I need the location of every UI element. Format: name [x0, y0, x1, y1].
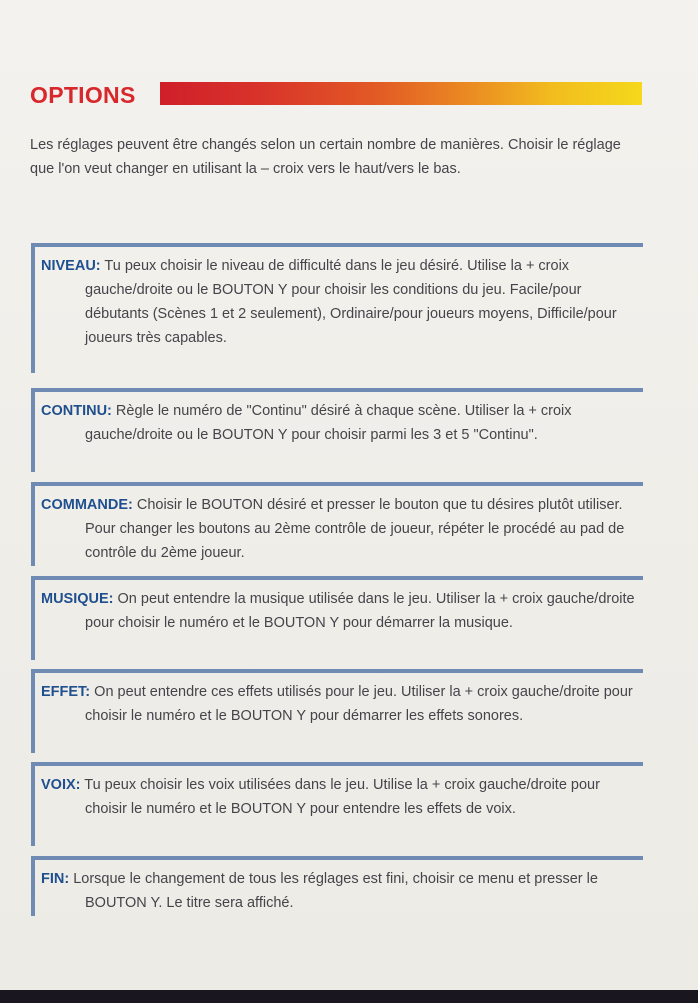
option-term: COMMANDE:: [41, 497, 133, 513]
option-text: [41, 493, 643, 565]
option-text: [41, 773, 643, 821]
option-description: On peut entendre la musique utilisée dans le jeu. Utiliser la + croix gauche/droite pour choisir le numéro et le BOUTON Y pour démarrer la musique.: [85, 591, 635, 631]
bottom-edge: [0, 990, 698, 1003]
box-left-rule: [31, 856, 35, 916]
option-text: [41, 680, 643, 728]
option-description: Lorsque le changement de tous les réglages est fini, choisir ce menu et presser le BOUTON Y. Le titre sera affiché.: [73, 871, 598, 911]
option-text: [41, 587, 643, 635]
title-gradient-bar: [160, 82, 642, 105]
option-box-continu: [31, 388, 643, 472]
option-box-voix: [31, 762, 643, 846]
option-box-musique: [31, 576, 643, 660]
option-box-effet: [31, 669, 643, 753]
option-term: VOIX:: [41, 777, 81, 793]
box-top-rule: [31, 762, 643, 766]
option-description: Tu peux choisir le niveau de difficulté dans le jeu désiré. Utilise la + croix gauche/droite ou le BOUTON Y pour choisir les conditions du jeu. Facile/pour débutants (Scènes 1 et 2 seulement), Ordinaire/pour joueurs moyens, Difficile/pour joueurs très capables.: [85, 258, 617, 346]
box-left-rule: [31, 243, 35, 373]
box-top-rule: [31, 669, 643, 673]
option-term: FIN:: [41, 871, 70, 887]
box-left-rule: [31, 576, 35, 660]
option-box-niveau: [31, 243, 643, 373]
box-top-rule: [31, 388, 643, 392]
page-title: OPTIONS: [30, 82, 136, 108]
option-box-commande: [31, 482, 643, 566]
intro-paragraph: Les réglages peuvent être changés selon un certain nombre de manières. Choisir le réglage que l'on veut changer en utilisant la – croix vers le haut/vers le bas.: [30, 137, 621, 177]
option-description: On peut entendre ces effets utilisés pour le jeu. Utiliser la + croix gauche/droite pour choisir le numéro et le BOUTON Y pour démarrer les effets sonores.: [85, 684, 633, 724]
box-left-rule: [31, 388, 35, 472]
option-text: [41, 254, 643, 350]
section-header: [30, 80, 642, 106]
option-term: CONTINU:: [41, 403, 112, 419]
option-description: Tu peux choisir les voix utilisées dans le jeu. Utilise la + croix gauche/droite pour choisir le numéro et le BOUTON Y pour entendre les effets de voix.: [84, 777, 600, 817]
box-top-rule: [31, 576, 643, 580]
option-description: Règle le numéro de "Continu" désiré à chaque scène. Utiliser la + croix gauche/droite ou le BOUTON Y pour choisir parmi les 3 et 5 "Continu".: [85, 403, 572, 443]
option-term: EFFET:: [41, 684, 91, 700]
option-text: [41, 399, 643, 447]
box-top-rule: [31, 482, 643, 486]
box-top-rule: [31, 856, 643, 860]
box-left-rule: [31, 482, 35, 566]
box-left-rule: [31, 762, 35, 846]
box-left-rule: [31, 669, 35, 753]
option-description: Choisir le BOUTON désiré et presser le bouton que tu désires plutôt utiliser. Pour changer les boutons au 2ème contrôle de joueur, répéter le procédé au pad de contrôle du 2ème joueur.: [85, 497, 625, 561]
option-term: NIVEAU:: [41, 258, 101, 274]
option-text: [41, 867, 643, 915]
option-box-fin: [31, 856, 643, 916]
option-term: MUSIQUE:: [41, 591, 114, 607]
box-top-rule: [31, 243, 643, 247]
